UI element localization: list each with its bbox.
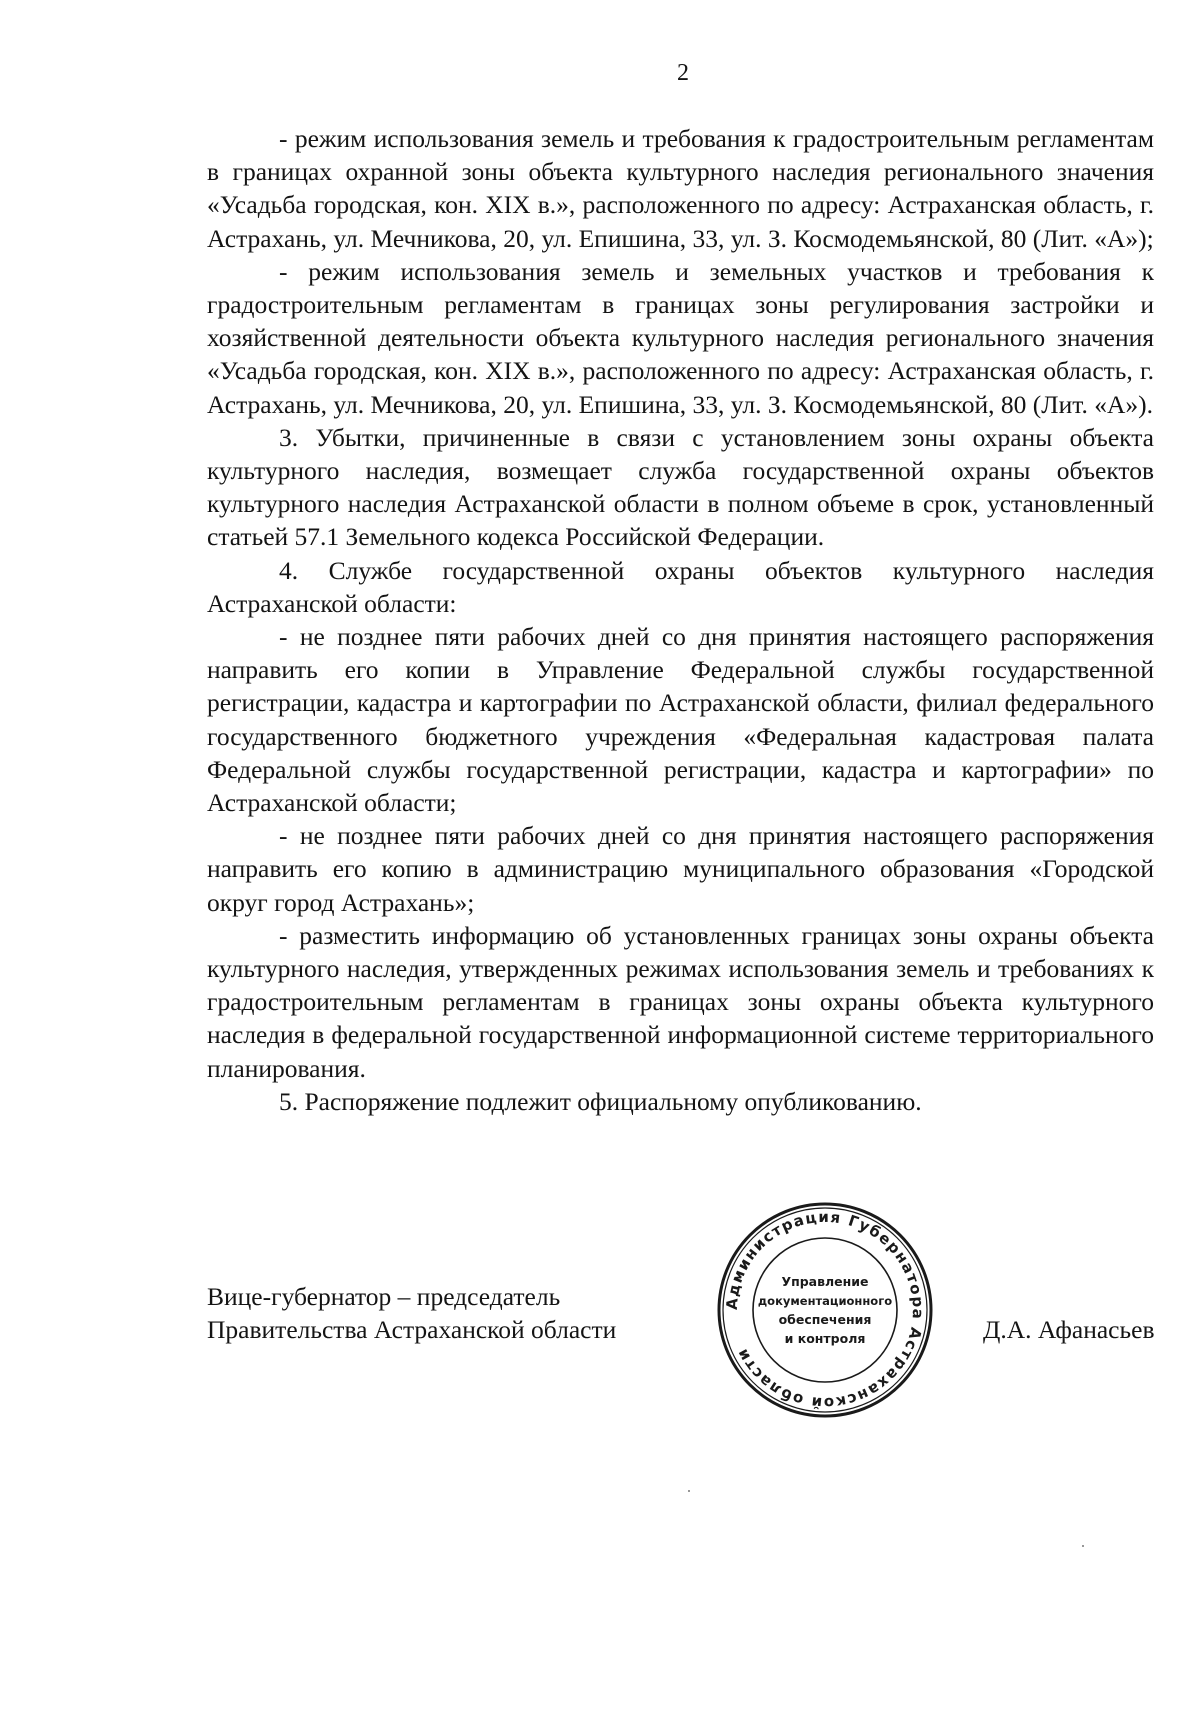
signatory-position xyxy=(207,1280,677,1346)
seal-outer-ring xyxy=(719,1204,931,1416)
page-number: 2 xyxy=(677,60,689,86)
seal-center-text: документационного xyxy=(757,1294,893,1308)
seal-inner-ring xyxy=(753,1238,897,1382)
scan-speck xyxy=(1082,1545,1084,1547)
paragraph-regulation-zone-regime: - режим использования земель и земельных участков и требования к градостроительным регламентам в границах зоны регулирования застройки и хозяйственной деятельности объекта культурного наследия регионального значения «Усадьба городская, кон. XIX в.», расположенного по адресу: Астраханская область, г. Астрахань, ул. Мечникова, 20, ул. Епишина, 33, ул. З. Космодемьянской, 80 (Лит. «А»). xyxy=(207,256,1154,419)
seal-center-text: Управление xyxy=(781,1274,869,1289)
paragraph-protection-zone-regime: - режим использования земель и требования к градостроительным регламентам в границах охранной зоны объекта культурного наследия регионального значения «Усадьба городская, кон. XIX в.», расположенного по адресу: Астраханская область, г. Астрахань, ул. Мечникова, 20, ул. Епишина, 33, ул. З. Космодемьянской, 80 (Лит. «А»); xyxy=(207,124,1154,253)
scan-speck xyxy=(688,1490,690,1492)
paragraph-item-5-publication: 5. Распоряжение подлежит официальному опубликованию. xyxy=(279,1086,922,1116)
signatory-position-line: Вице-губернатор – председатель xyxy=(207,1282,561,1311)
paragraph-publish-information: - разместить информацию об установленных границах зоны охраны объекта культурного наследия, утвержденных режимах использования земель и требованиях к градостроительным регламентам в границах зоны охраны объекта культурного наследия в федеральной государственной информационной системе территориального планирования. xyxy=(207,920,1154,1083)
seal-graphic xyxy=(716,1201,934,1419)
paragraph-item-3-losses: 3. Убытки, причиненные в связи с установлением зоны охраны объекта культурного наследия, возмещает служба государственной охраны объектов культурного наследия Астраханской области в полном объеме в срок, установленный статьей 57.1 Земельного кодекса Российской Федерации. xyxy=(207,422,1154,552)
seal-center-text: и контроля xyxy=(784,1331,866,1346)
document-body xyxy=(207,122,1154,1118)
seal-center-text: обеспечения xyxy=(778,1312,872,1327)
signature-block xyxy=(207,1280,1154,1430)
paragraph-send-copy-city: - не позднее пяти рабочих дней со дня принятия настоящего распоряжения направить его копию в администрацию муниципального образования «Городской округ город Астрахань»; xyxy=(207,821,1154,917)
paragraph-send-copies-rosreestr: - не позднее пяти рабочих дней со дня принятия настоящего распоряжения направить его копии в Управление Федеральной службы государственной регистрации, кадастра и картографии по Астраханской области, филиал федерального государственного бюджетного учреждения «Федеральная кадастровая палата Федеральной службы государственной регистрации, кадастра и картографии» по Астраханской области; xyxy=(207,622,1154,818)
official-seal xyxy=(716,1201,934,1419)
paragraph-item-4-heading: 4. Службе государственной охраны объектов культурного наследия Астраханской области: xyxy=(207,555,1154,618)
signatory-position-line: Правительства Астраханской области xyxy=(207,1315,617,1344)
seal-ring-text: Администрация Губернатора Астраханской области xyxy=(722,1207,928,1413)
signatory-name: Д.А. Афанасьев xyxy=(983,1315,1155,1344)
